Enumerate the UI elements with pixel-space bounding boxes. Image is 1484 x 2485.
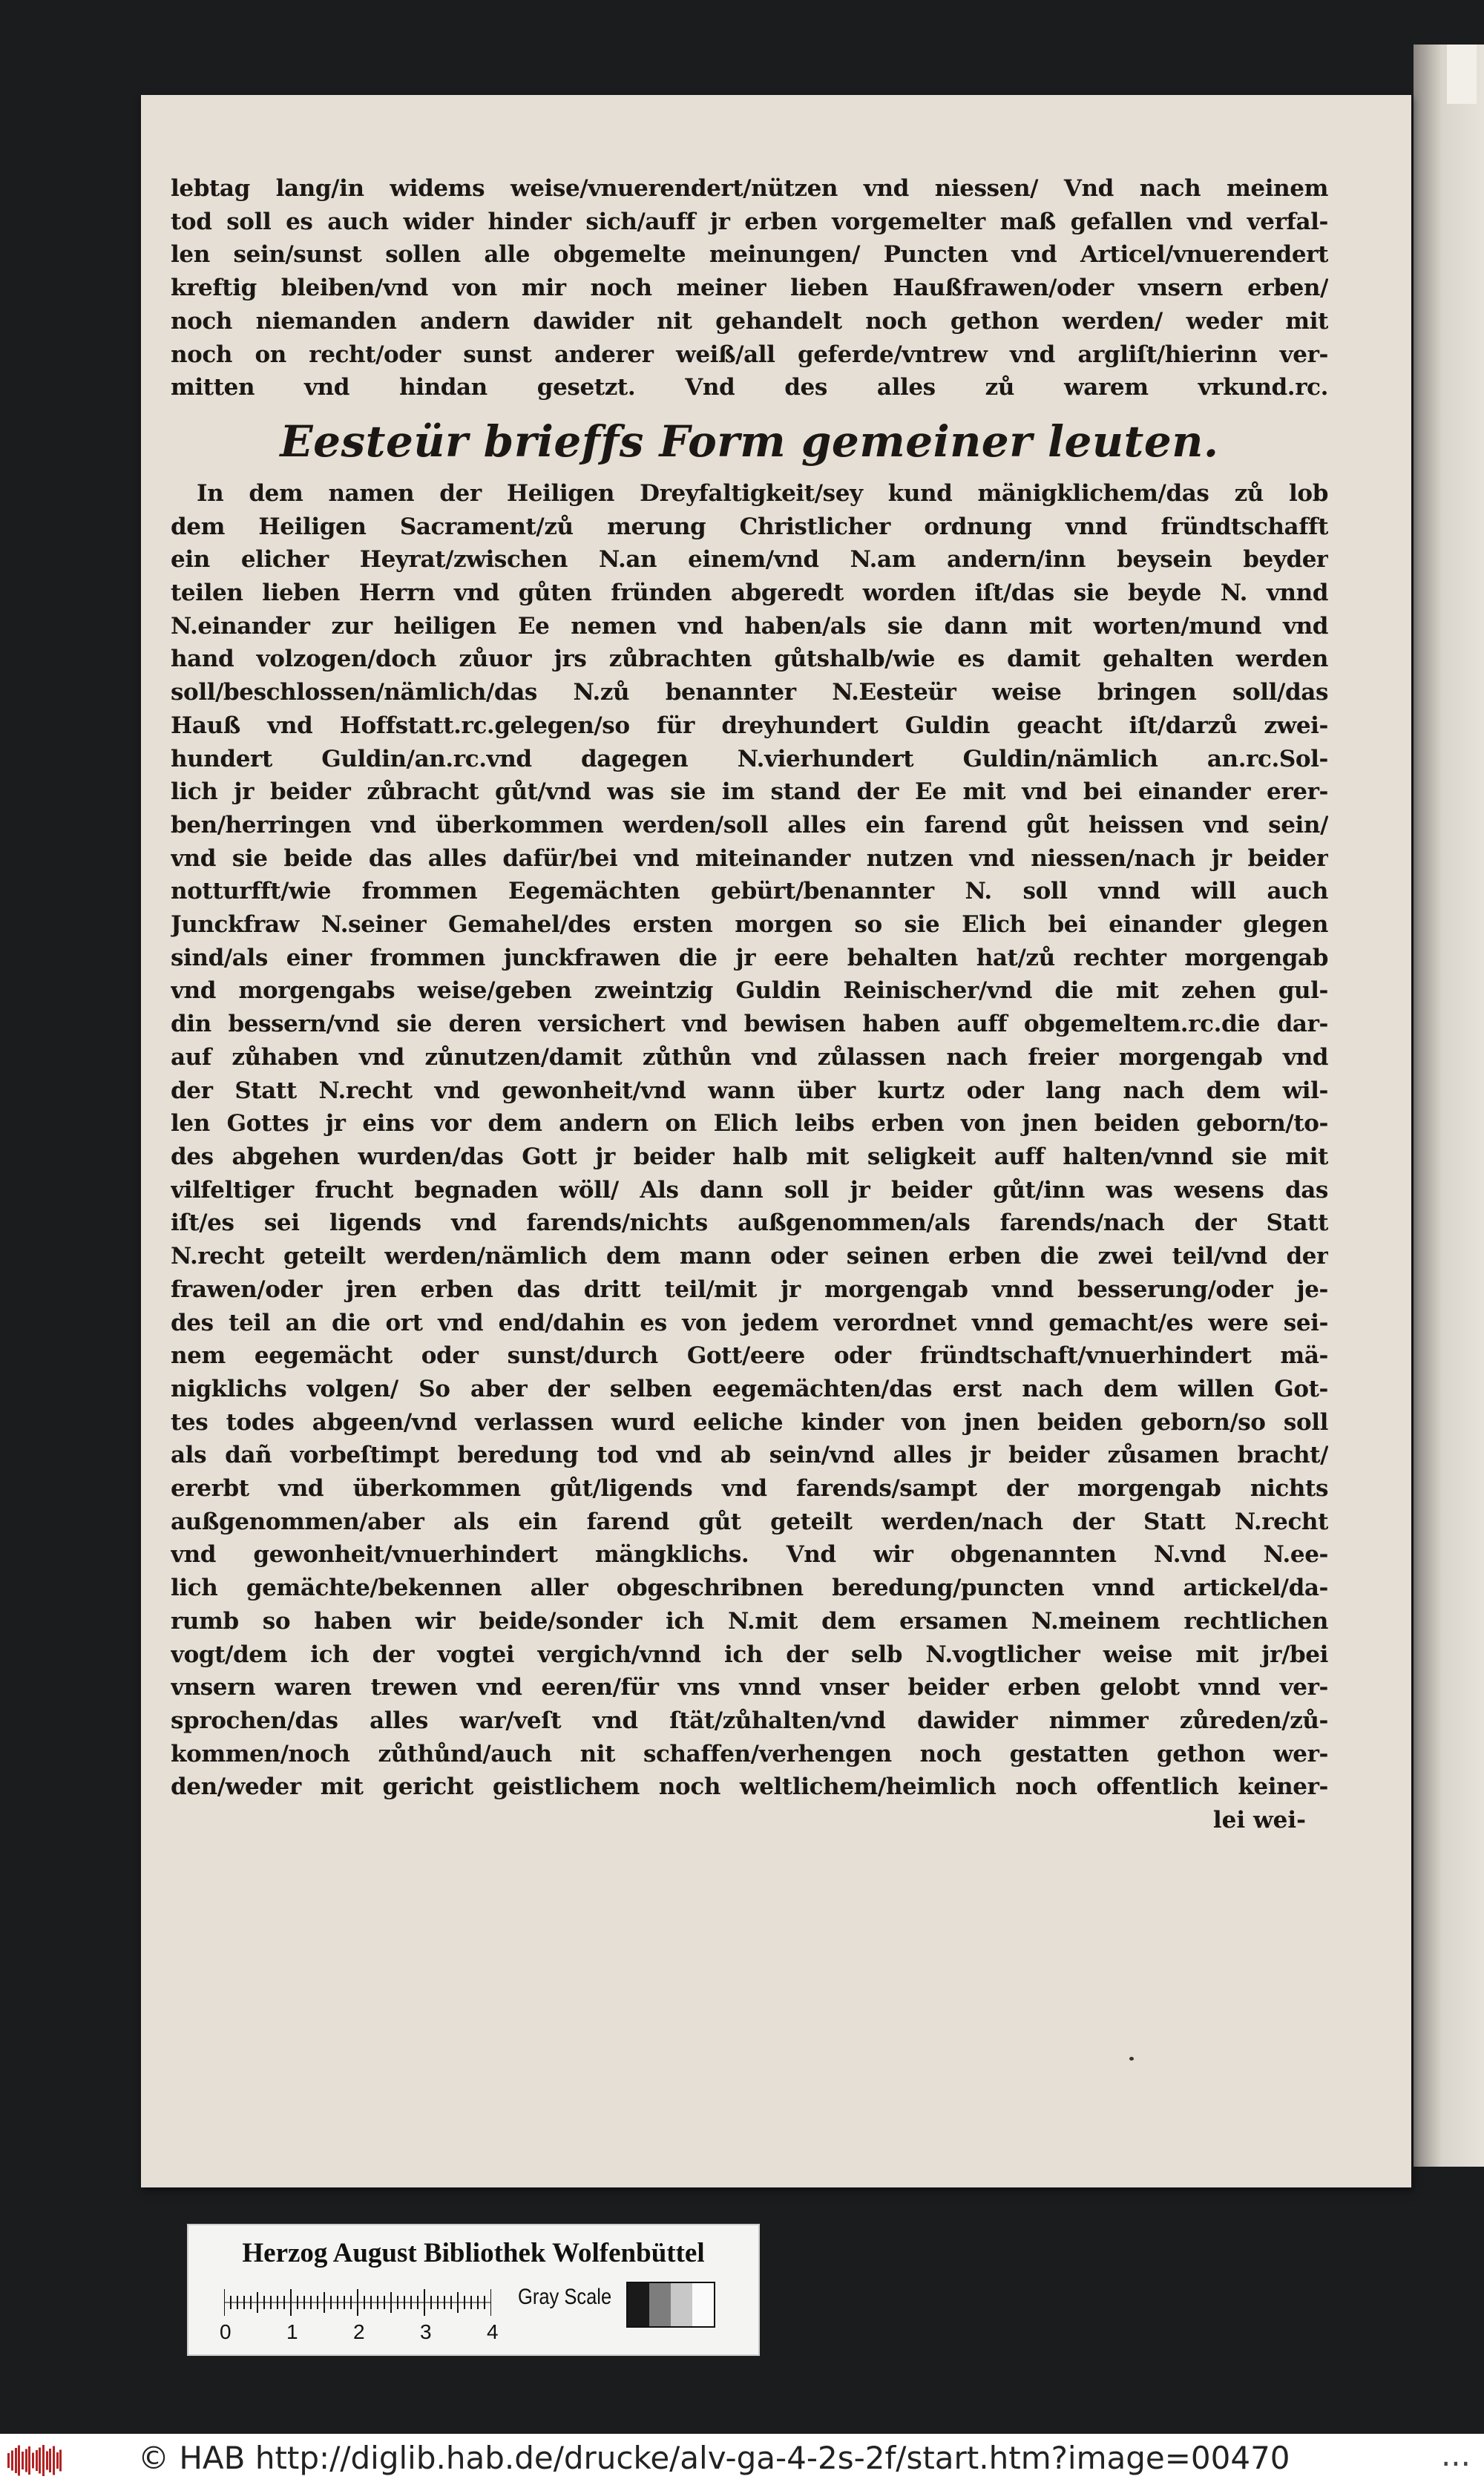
text-line: len Gottes jr eins vor dem andern on Elich leibs erben von jnen beiden geborn/to‑ xyxy=(171,1110,1328,1138)
gray-scale-label: Gray Scale xyxy=(518,2285,612,2309)
text-line: din bessern/vnd sie deren versichert vnd bewisen haben auff obgemeltem.rc.die dar‑ xyxy=(171,1011,1328,1038)
logo-bar xyxy=(53,2446,55,2475)
text-line: vnsern waren trewen vnd eeren/für vns vnnd vnser beider erben gelobt vnnd ver‑ xyxy=(171,1674,1328,1701)
more-menu[interactable]: ... xyxy=(1440,2437,1471,2473)
text-line: hand volzogen/doch zůuor jrs zůbrachten gůtshalb/wie es damit gehalten werden xyxy=(171,646,1328,673)
text-line: vnd sie beide das alles dafür/bei vnd miteinander nutzen vnd niessen/nach jr beider xyxy=(171,844,1328,872)
text-line: mitten vnd hindan gesetzt. Vnd des alles zů warem vrkund.rc. xyxy=(171,374,1328,401)
text-line: N.recht geteilt werden/nämlich dem mann oder seinen erben die zwei teil/vnd der xyxy=(171,1243,1328,1270)
ruler-numbers xyxy=(220,2320,502,2350)
text-line: tod soll es auch wider hinder sich/auff jr erben vorgemelter maß gefallen vnd verfal‑ xyxy=(171,208,1328,235)
text-line: Hauß vnd Hoffstatt.rc.gelegen/so für dreyhundert Guldin geacht iſt/darzů zwei‑ xyxy=(171,712,1328,739)
text-line: kreftig bleiben/vnd von mir noch meiner lieben Haußfrawen/oder vnsern erben/ xyxy=(171,275,1328,302)
text-line: len sein/sunst sollen alle obgemelte meinungen/ Puncten vnd Articel/vnuerendert xyxy=(171,241,1328,269)
ruler-number: 2 xyxy=(353,2320,365,2343)
text-line: lebtag lang/in widems weise/vnuerendert/nützen vnd niessen/ Vnd nach meinem xyxy=(171,175,1328,202)
text-line: sprochen/das alles war/veſt vnd ſtät/zůhalten/vnd dawider nimmer zůreden/zů‑ xyxy=(171,1707,1328,1734)
gray-scale-bar xyxy=(626,2282,715,2328)
page-text xyxy=(171,172,1328,1837)
logo-bar xyxy=(28,2446,30,2475)
text-line: des teil an die ort vnd end/dahin es von jedem verordnet vnnd gemacht/es were sei‑ xyxy=(171,1309,1328,1336)
top-paragraph xyxy=(171,172,1328,404)
logo-bar xyxy=(22,2452,24,2469)
text-line: dem Heiligen Sacrament/zů merung Christlicher ordnung vnnd fründtschafft xyxy=(171,513,1328,540)
text-line: teilen lieben Herrn vnd gůten fründen abgeredt worden iſt/das sie beyde N. vnnd xyxy=(171,580,1328,607)
text-line: auf zůhaben vnd zůnutzen/damit zůthůn vnd zůlassen nach freier morgengab vnd xyxy=(171,1043,1328,1071)
text-line: der Statt N.recht vnd gewonheit/vnd wann über kurtz oder lang nach dem wil‑ xyxy=(171,1077,1328,1104)
logo-bar xyxy=(49,2449,51,2472)
facing-page-corner xyxy=(1447,45,1477,104)
text-line: frawen/oder jren erben das dritt teil/mit jr morgengab vnnd besserung/oder je‑ xyxy=(171,1276,1328,1303)
logo-bar xyxy=(39,2448,41,2474)
text-line: sind/als einer frommen junckfrawen die jr eere behalten hat/zů rechter morgengab xyxy=(171,944,1328,971)
facing-page-edge xyxy=(1414,45,1484,2167)
text-line: noch on recht/oder sunst anderer weiß/all geferde/vntrew vnd argliſt/hierinn ver‑ xyxy=(171,341,1328,368)
text-line: außgenommen/aber als ein farend gůt geteilt werden/nach der Statt N.recht xyxy=(171,1508,1328,1535)
text-line: In dem namen der Heiligen Dreyfaltigkeit/sey kund mänigklichem/das zů lob xyxy=(197,479,1328,507)
ruler-number: 1 xyxy=(286,2320,298,2343)
logo-bar xyxy=(15,2448,17,2473)
text-line: nem eegemächt oder sunst/durch Gott/eere oder fründtschaft/vnuerhindert mä‑ xyxy=(171,1342,1328,1370)
text-line: N.einander zur heiligen Ee nemen vnd haben/als sie dann mit worten/mund vnd xyxy=(171,612,1328,640)
logo-bar xyxy=(56,2452,59,2469)
text-line: lich jr beider zůbracht gůt/vnd was sie im stand der Ee mit vnd bei einander erer‑ xyxy=(171,778,1328,806)
logo-bar xyxy=(18,2446,20,2476)
logo-bar xyxy=(7,2453,10,2468)
text-line: lich gemächte/bekennen aller obgeschribnen beredung/puncten vnnd artickel/da‑ xyxy=(171,1575,1328,1602)
logo-bar xyxy=(42,2445,45,2476)
text-line: hundert Guldin/an.rc.vnd dagegen N.vierhundert Guldin/nämlich an.rc.Sol‑ xyxy=(171,745,1328,772)
library-name: Herzog August Bibliothek Wolfenbüttel xyxy=(242,2238,705,2268)
gray-swatch xyxy=(671,2283,692,2326)
text-line: ein elicher Heyrat/zwischen N.an einem/vnd N.am andern/inn beysein beyder xyxy=(171,546,1328,574)
text-line: nigklichs volgen/ So aber der selben eegemächten/das erst nach dem willen Got‑ xyxy=(171,1375,1328,1402)
text-line: vnd gewonheit/vnuerhindert mängklichs. Vnd wir obgenannten N.vnd N.ee‑ xyxy=(171,1541,1328,1569)
text-line: des abgehen wurden/das Gott jr beider halb mit seligkeit auff halten/vnnd sie mit xyxy=(171,1143,1328,1170)
text-line: als dañ vorbeſtimpt beredung tod vnd ab sein/vnd alles jr beider zůsamen bracht/ xyxy=(171,1442,1328,1469)
logo-bar xyxy=(32,2453,34,2469)
body-paragraph xyxy=(171,477,1328,1804)
gray-swatch xyxy=(628,2283,649,2326)
scale-ruler xyxy=(224,2288,491,2317)
section-heading: Eesteür brieffs Form gemeiner leuten. xyxy=(280,416,1219,467)
text-line: notturfft/wie frommen Eegemächten gebürt/benannter N. soll vnnd will auch xyxy=(171,878,1328,905)
text-line: soll/beschlossen/nämlich/das N.zů benannter N.Eesteür weise bringen soll/das xyxy=(171,679,1328,706)
logo-bar xyxy=(25,2449,27,2472)
text-line: vogt/dem ich der vogtei vergich/vnnd ich der selb N.vogtlicher weise mit jr/bei xyxy=(171,1641,1328,1668)
text-line: Junckfraw N.seiner Gemahel/des ersten morgen so sie Elich bei einander glegen xyxy=(171,911,1328,939)
text-line: tes todes abgeen/vnd verlassen wurd eeliche kinder von jnen beiden geborn/so soll xyxy=(171,1408,1328,1436)
catchword: lei wei‑ xyxy=(1212,1807,1306,1834)
logo-bar xyxy=(59,2450,62,2472)
text-line: vilfeltiger frucht begnaden wöll/ Als dann soll jr beider gůt/inn was wesens das xyxy=(171,1176,1328,1204)
text-line: kommen/noch zůthůnd/auch nit schaffen/verhengen noch gestatten gethon wer‑ xyxy=(171,1740,1328,1767)
text-line: ererbt vnd überkommen gůt/ligends vnd farends/sampt der morgengab nichts xyxy=(171,1475,1328,1503)
text-line: den/weder mit gericht geistlichem noch weltlichem/heimlich noch offentlich keiner‑ xyxy=(171,1773,1328,1801)
barcode-logo-icon xyxy=(6,2443,64,2478)
ruler-number: 3 xyxy=(420,2320,432,2343)
ruler-number: 0 xyxy=(220,2320,232,2343)
footer-bar xyxy=(0,2434,1484,2485)
gray-swatch xyxy=(649,2283,671,2326)
ruler-number: 4 xyxy=(487,2320,499,2343)
text-line: rumb so haben wir beide/sonder ich N.mit dem ersamen N.meinem rechtlichen xyxy=(171,1607,1328,1635)
logo-bar xyxy=(46,2452,48,2470)
text-line: noch niemanden andern dawider nit gehandelt noch gethon werden/ weder mit xyxy=(171,307,1328,335)
logo-bar xyxy=(36,2450,38,2471)
text-line: vnd morgengabs weise/geben zweintzig Guldin Reinischer/vnd die mit zehen gul‑ xyxy=(171,977,1328,1005)
text-line: ben/herringen vnd überkommen werden/soll alles ein farend gůt heissen vnd sein/ xyxy=(171,811,1328,838)
color-reference-card xyxy=(187,2224,760,2356)
text-line: iſt/es sei ligends vnd farends/nichts außgenommen/als farends/nach der Statt xyxy=(171,1209,1328,1237)
gray-swatch xyxy=(692,2283,714,2326)
paper-speck xyxy=(1129,2057,1134,2061)
source-url[interactable]: © HAB http://diglib.hab.de/drucke/alv-ga-4-2s-2f/start.htm?image=00470 xyxy=(138,2440,1290,2476)
logo-bar xyxy=(11,2451,13,2471)
